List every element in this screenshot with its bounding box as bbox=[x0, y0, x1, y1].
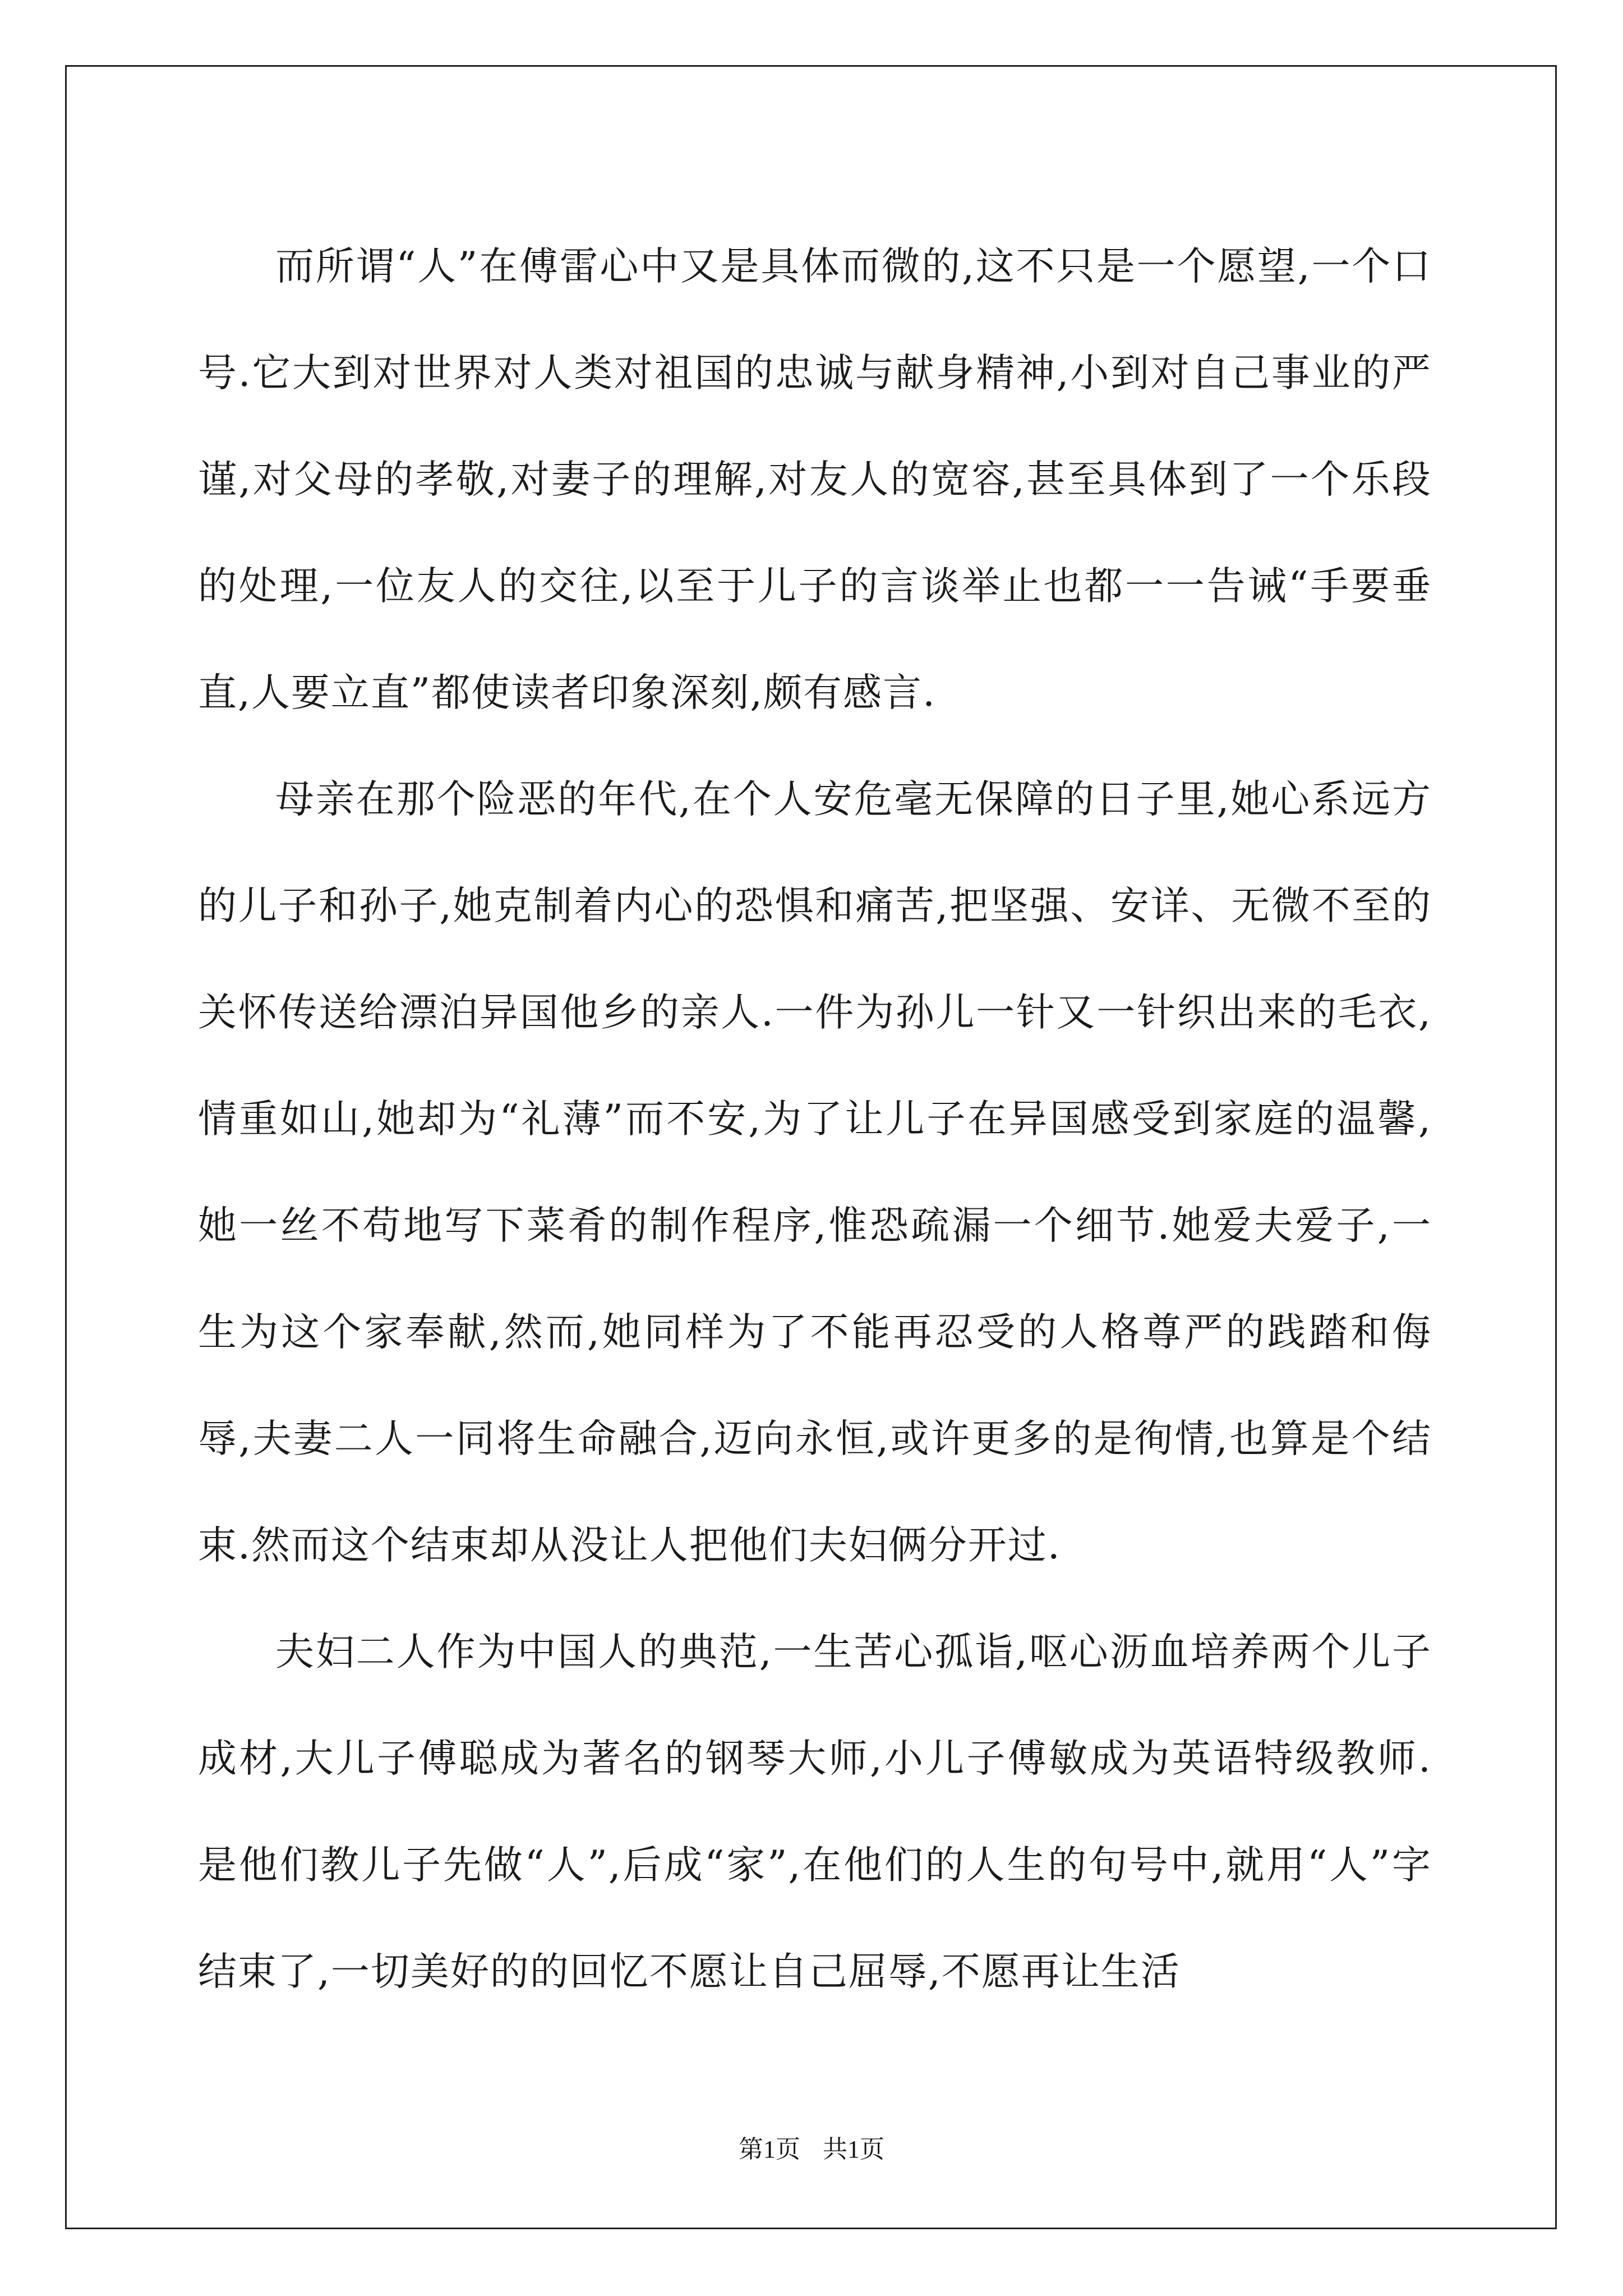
paragraph-1: 而所谓“人”在傅雷心中又是具体而微的,这不只是一个愿望,一个口号.它大到对世界对人类对祖国的忠诚与献身精神,小到对自己事业的严谨,对父母的孝敬,对妻子的理解,对友人的宽容,甚至具体到了一个乐段的处理,一位友人的交往,以至于儿子的言谈举止也都一一告诫“手要垂直,人要立直”都使读者印象深刻,颇有感言. bbox=[198, 244, 1432, 715]
page-footer bbox=[0, 2129, 1623, 2165]
paragraph-3: 夫妇二人作为中国人的典范,一生苦心孤诣,呕心沥血培养两个儿子成材,大儿子傅聪成为著名的钢琴大师,小儿子傅敏成为英语特级教师.是他们教儿子先做“人”,后成“家”,在他们的人生的句号中,就用“人”字结束了,一切美好的的回忆不愿让自己屈辱,不愿再让生活 bbox=[198, 1630, 1432, 1994]
page-total: 共1页 bbox=[823, 2136, 884, 2163]
paragraph-2: 母亲在那个险恶的年代,在个人安危毫无保障的日子里,她心系远方的儿子和孙子,她克制着内心的恐惧和痛苦,把坚强、安详、无微不至的关怀传送给漂泊异国他乡的亲人.一件为孙儿一针又一针织出来的毛衣,情重如山,她却为“礼薄”而不安,为了让儿子在异国感受到家庭的温馨,她一丝不苟地写下菜肴的制作程序,惟恐疏漏一个细节.她爱夫爱子,一生为这个家奉献,然而,她同样为了不能再忍受的人格尊严的践踏和侮辱,夫妻二人一同将生命融合,迈向永恒,或许更多的是徇情,也算是个结束.然而这个结束却从没让人把他们夫妇俩分开过. bbox=[198, 777, 1432, 1568]
document-body bbox=[198, 213, 1432, 2025]
page-number: 第1页 bbox=[739, 2136, 800, 2163]
